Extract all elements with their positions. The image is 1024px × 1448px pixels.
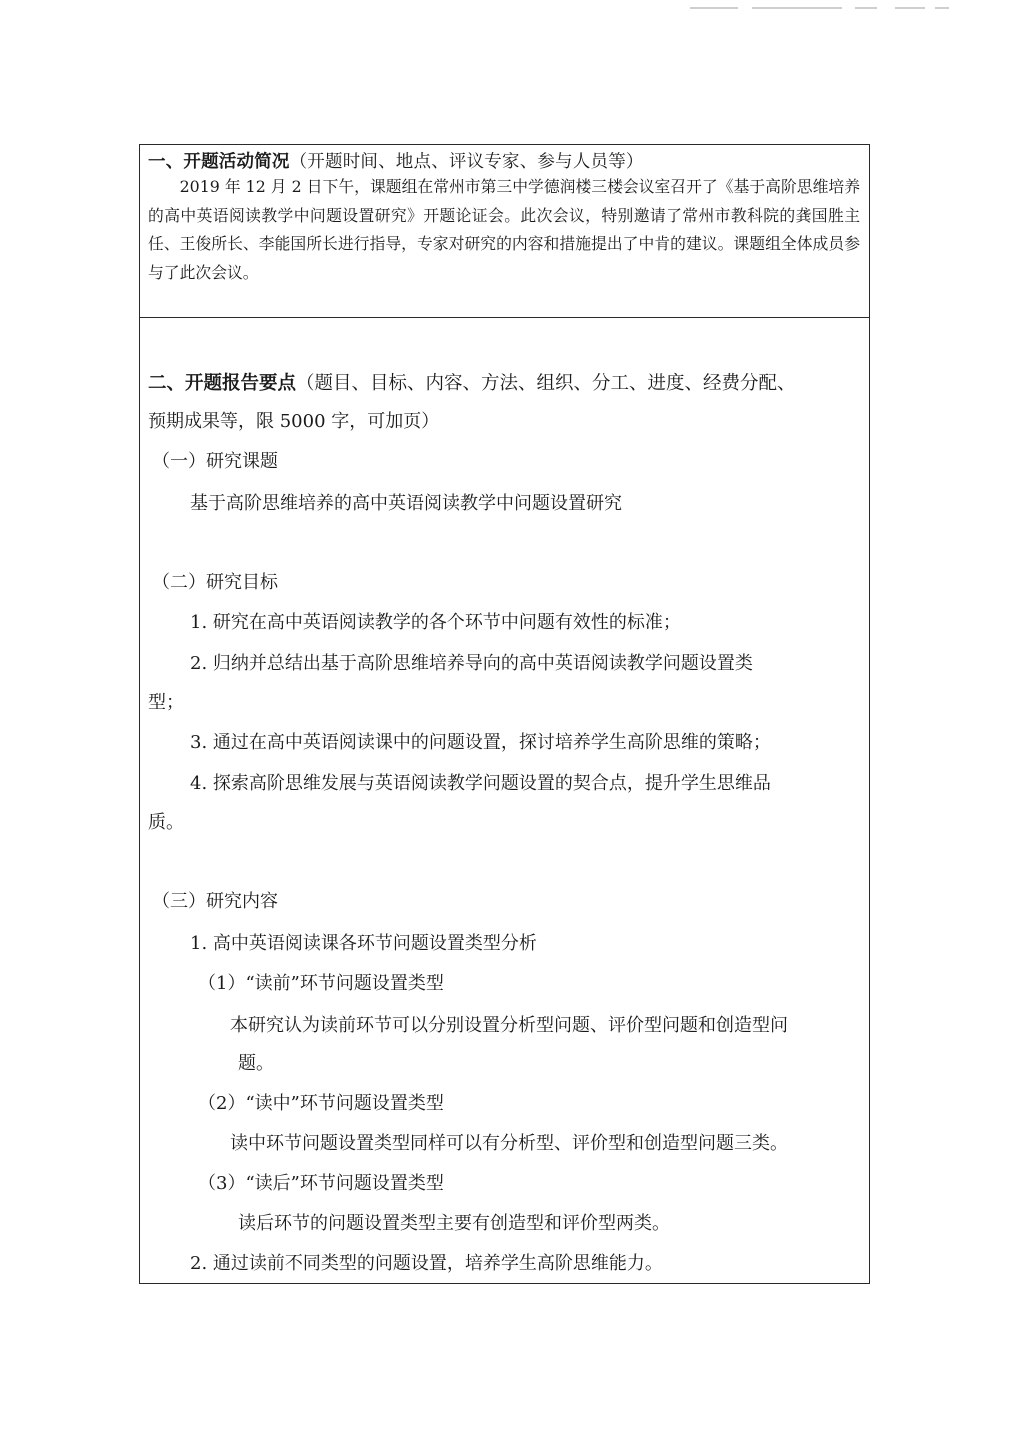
post-reading-heading: （3）“读后”环节问题设置类型 [198,1173,444,1194]
pre-reading-heading: （1）“读前”环节问题设置类型 [198,973,444,994]
goal-item-3: 3. 通过在高中英语阅读课中的问题设置，探讨培养学生高阶思维的策略； [190,732,771,753]
scan-artifact-marks [690,5,950,11]
while-reading-text: 读中环节问题设置类型同样可以有分析型、评价型和创造型问题三类。 [230,1133,788,1154]
pre-reading-text: 本研究认为读前环节可以分别设置分析型问题、评价型问题和创造型问 [230,1015,788,1036]
goal-item-2: 2. 归纳并总结出基于高阶思维培养导向的高中英语阅读教学问题设置类 [190,653,753,674]
section1-title-detail: （开题时间、地点、评议专家、参与人员等） [289,152,644,172]
goal-item-1: 1. 研究在高中英语阅读教学的各个环节中问题有效性的标准； [190,612,681,633]
report-form-table [139,144,870,1284]
research-goals-heading: （二）研究目标 [152,572,278,593]
section-activity-overview [140,145,869,318]
section1-title-prefix: 一、开题活动简况 [148,152,290,172]
while-reading-heading: （2）“读中”环节问题设置类型 [198,1093,444,1114]
section2-title-detail-line2: 预期成果等，限 5000 字，可加页） [148,411,440,432]
section2-title-prefix: 二、开题报告要点 [148,373,297,394]
research-content-heading: （三）研究内容 [152,891,278,912]
post-reading-text: 读后环节的问题设置类型主要有创造型和评价型两类。 [238,1213,670,1234]
research-topic-heading: （一）研究课题 [152,451,278,472]
content-item-2: 2. 通过读前不同类型的问题设置，培养学生高阶思维能力。 [190,1253,663,1274]
section2-title-detail-line1: （题目、目标、内容、方法、组织、分工、进度、经费分配、 [296,373,796,394]
section1-title [148,148,644,173]
goal-item-4: 4. 探索高阶思维发展与英语阅读教学问题设置的契合点，提升学生思维品 [190,773,771,794]
goal-item-4-cont: 质。 [148,812,184,833]
section1-body: 2019 年 12 月 2 日下午，课题组在常州市第三中学德润楼三楼会议室召开了《基于高阶思维培养的高中英语阅读教学中问题设置研究》开题论证会。此次会议，特别邀请了常州市教科院的龚国胜主任、王俊所长、李能国所长进行指导，专家对研究的内容和措施提出了中肯的建议。课题组全体成员参与了此次会议。 [148,177,860,282]
research-topic-text: 基于高阶思维培养的高中英语阅读教学中问题设置研究 [190,493,622,514]
section2-title [148,369,796,395]
pre-reading-text-cont: 题。 [238,1053,274,1074]
content-item-1: 1. 高中英语阅读课各环节问题设置类型分析 [190,933,537,954]
goal-item-2-cont: 型； [148,692,184,713]
